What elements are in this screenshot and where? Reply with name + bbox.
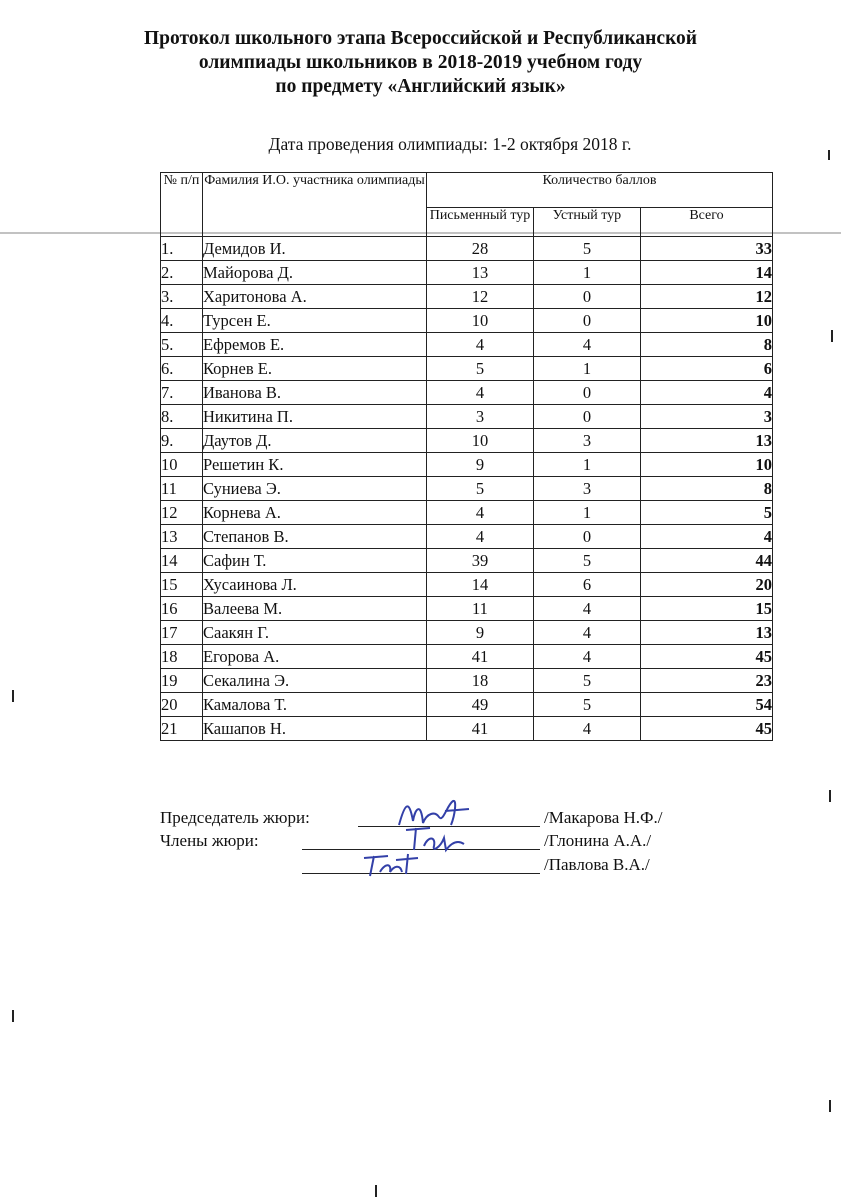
row-number: 13: [161, 525, 203, 549]
written-score: 39: [427, 549, 534, 573]
row-number: 2.: [161, 261, 203, 285]
oral-score: 4: [534, 333, 641, 357]
written-score: 28: [427, 237, 534, 261]
row-number: 4.: [161, 309, 203, 333]
row-number: 19: [161, 669, 203, 693]
table-row: [161, 693, 773, 717]
header-num: № п/п: [161, 173, 203, 237]
total-score: 20: [641, 573, 773, 597]
written-score: 41: [427, 717, 534, 741]
table-row: [161, 549, 773, 573]
total-score: 44: [641, 549, 773, 573]
total-score: 33: [641, 237, 773, 261]
table-row: [161, 525, 773, 549]
participant-name: Камалова Т.: [203, 693, 427, 717]
written-score: 5: [427, 357, 534, 381]
results-table: [160, 172, 773, 741]
table-row: [161, 333, 773, 357]
oral-score: 3: [534, 429, 641, 453]
row-number: 1.: [161, 237, 203, 261]
table-row: [161, 237, 773, 261]
total-score: 14: [641, 261, 773, 285]
table-row: [161, 621, 773, 645]
scan-speck: [12, 1010, 14, 1022]
table-row: [161, 309, 773, 333]
title-line-1: Протокол школьного этапа Всероссийской и Республиканской: [143, 28, 698, 49]
total-score: 3: [641, 405, 773, 429]
chair-name: /Макарова Н.Ф./: [544, 808, 663, 827]
title-line-3: по предмету «Английский язык»: [275, 76, 566, 97]
participant-name: Саакян Г.: [203, 621, 427, 645]
chair-label: Председатель жюри:: [160, 808, 310, 827]
written-score: 13: [427, 261, 534, 285]
written-score: 4: [427, 333, 534, 357]
participant-name: Майорова Д.: [203, 261, 427, 285]
table-row: [161, 357, 773, 381]
table-row: [161, 717, 773, 741]
total-score: 10: [641, 309, 773, 333]
row-number: 21: [161, 717, 203, 741]
total-score: 4: [641, 525, 773, 549]
row-number: 14: [161, 549, 203, 573]
scan-speck: [12, 690, 14, 702]
written-score: 4: [427, 501, 534, 525]
member1-name: /Глонина А.А./: [544, 831, 652, 850]
participant-name: Егорова А.: [203, 645, 427, 669]
participant-name: Сафин Т.: [203, 549, 427, 573]
written-score: 3: [427, 405, 534, 429]
participant-name: Валеева М.: [203, 597, 427, 621]
row-number: 10: [161, 453, 203, 477]
participant-name: Хусаинова Л.: [203, 573, 427, 597]
scan-speck: [829, 1100, 831, 1112]
oral-score: 1: [534, 501, 641, 525]
row-number: 15: [161, 573, 203, 597]
members-label: Члены жюри:: [160, 831, 259, 850]
scan-speck: [831, 330, 833, 342]
written-score: 10: [427, 429, 534, 453]
total-score: 13: [641, 621, 773, 645]
participant-name: Демидов И.: [203, 237, 427, 261]
oral-score: 1: [534, 357, 641, 381]
oral-score: 0: [534, 381, 641, 405]
participant-name: Даутов Д.: [203, 429, 427, 453]
participant-name: Корнева А.: [203, 501, 427, 525]
oral-score: 0: [534, 525, 641, 549]
oral-score: 4: [534, 717, 641, 741]
table-row: [161, 405, 773, 429]
written-score: 4: [427, 381, 534, 405]
table-row: [161, 501, 773, 525]
total-score: 5: [641, 501, 773, 525]
written-score: 9: [427, 621, 534, 645]
total-score: 54: [641, 693, 773, 717]
title-line-2: олимпиады школьников в 2018-2019 учебном году: [198, 52, 643, 73]
member2-name: /Павлова В.А./: [544, 855, 650, 874]
total-score: 12: [641, 285, 773, 309]
scan-speck: [375, 1185, 377, 1197]
row-number: 18: [161, 645, 203, 669]
header-oral: Устный тур: [534, 208, 641, 237]
oral-score: 0: [534, 405, 641, 429]
row-number: 17: [161, 621, 203, 645]
member2-signature: [360, 848, 430, 880]
row-number: 20: [161, 693, 203, 717]
written-score: 12: [427, 285, 534, 309]
total-score: 8: [641, 477, 773, 501]
written-score: 49: [427, 693, 534, 717]
table-row: [161, 669, 773, 693]
participant-name: Суниева Э.: [203, 477, 427, 501]
participant-name: Кашапов Н.: [203, 717, 427, 741]
table-row: [161, 573, 773, 597]
total-score: 45: [641, 645, 773, 669]
total-score: 23: [641, 669, 773, 693]
table-row: [161, 477, 773, 501]
total-score: 13: [641, 429, 773, 453]
header-name: Фамилия И.О. участника олимпиады: [203, 173, 427, 237]
participant-name: Степанов В.: [203, 525, 427, 549]
row-number: 16: [161, 597, 203, 621]
written-score: 18: [427, 669, 534, 693]
written-score: 5: [427, 477, 534, 501]
olympiad-date: Дата проведения олимпиады: 1-2 октября 2018 г.: [268, 134, 632, 154]
table-row: [161, 597, 773, 621]
row-number: 6.: [161, 357, 203, 381]
written-score: 14: [427, 573, 534, 597]
oral-score: 4: [534, 621, 641, 645]
total-score: 10: [641, 453, 773, 477]
row-number: 8.: [161, 405, 203, 429]
header-written: Письменный тур: [427, 208, 534, 237]
scan-speck: [828, 150, 830, 160]
participant-name: Секалина Э.: [203, 669, 427, 693]
table-row: [161, 285, 773, 309]
oral-score: 6: [534, 573, 641, 597]
row-number: 5.: [161, 333, 203, 357]
participant-name: Решетин К.: [203, 453, 427, 477]
oral-score: 1: [534, 453, 641, 477]
oral-score: 1: [534, 261, 641, 285]
written-score: 10: [427, 309, 534, 333]
participant-name: Ефремов Е.: [203, 333, 427, 357]
header-score: Количество баллов: [427, 173, 773, 208]
participant-name: Турсен Е.: [203, 309, 427, 333]
document-title: [0, 27, 841, 99]
oral-score: 5: [534, 549, 641, 573]
written-score: 9: [427, 453, 534, 477]
oral-score: 0: [534, 309, 641, 333]
oral-score: 4: [534, 645, 641, 669]
total-score: 4: [641, 381, 773, 405]
oral-score: 4: [534, 597, 641, 621]
oral-score: 5: [534, 669, 641, 693]
oral-score: 3: [534, 477, 641, 501]
oral-score: 5: [534, 237, 641, 261]
total-score: 45: [641, 717, 773, 741]
table-row: [161, 429, 773, 453]
participant-name: Иванова В.: [203, 381, 427, 405]
written-score: 4: [427, 525, 534, 549]
row-number: 12: [161, 501, 203, 525]
header-total: Всего: [641, 208, 773, 237]
row-number: 9.: [161, 429, 203, 453]
participant-name: Корнев Е.: [203, 357, 427, 381]
row-number: 3.: [161, 285, 203, 309]
written-score: 11: [427, 597, 534, 621]
table-row: [161, 261, 773, 285]
total-score: 6: [641, 357, 773, 381]
total-score: 15: [641, 597, 773, 621]
row-number: 7.: [161, 381, 203, 405]
row-number: 11: [161, 477, 203, 501]
scan-speck: [829, 790, 831, 802]
participant-name: Никитина П.: [203, 405, 427, 429]
results-body: [161, 237, 773, 741]
table-row: [161, 645, 773, 669]
written-score: 41: [427, 645, 534, 669]
oral-score: 5: [534, 693, 641, 717]
table-row: [161, 381, 773, 405]
table-row: [161, 453, 773, 477]
oral-score: 0: [534, 285, 641, 309]
total-score: 8: [641, 333, 773, 357]
participant-name: Харитонова А.: [203, 285, 427, 309]
